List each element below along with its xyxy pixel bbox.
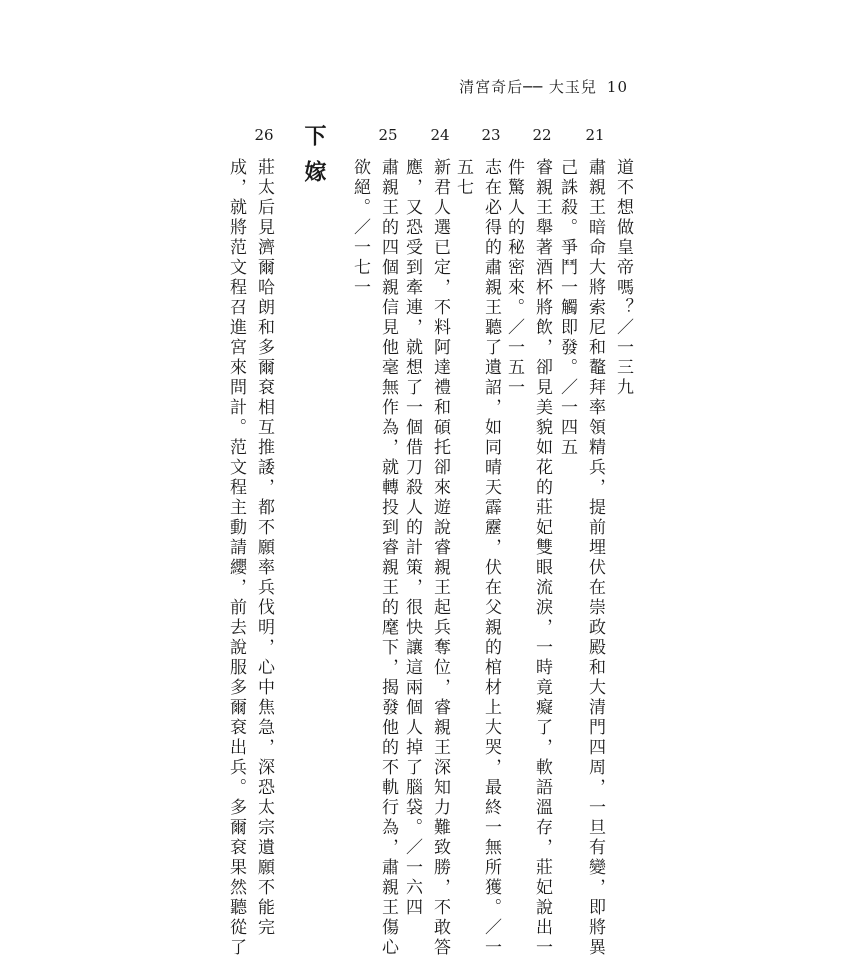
- entry-21: [580, 126, 610, 958]
- entry-number: 22: [532, 126, 552, 144]
- entry-23: [476, 126, 506, 958]
- entry-text-line: 件驚人的秘密來。／一五一: [504, 158, 524, 398]
- entry-text-line: 莊太后見濟爾哈朗和多爾袞相互推諉，都不願率兵伐明，心中焦急，深恐太宗遺願不能完: [254, 158, 274, 938]
- entry-text-line: 新君人選已定，不料阿達禮和碩托卻來遊說睿親王起兵奪位，睿親王深知力難致勝，不敢答: [430, 158, 450, 958]
- entry-number: 21: [585, 126, 605, 144]
- entry-text-line: 五七: [453, 158, 473, 198]
- entry-text-line: 欲絕。／一七一: [350, 158, 370, 298]
- entry-number: 26: [254, 126, 274, 144]
- section-title: 下嫁: [301, 124, 327, 196]
- entry-continuation: [608, 126, 638, 398]
- page-number: 10: [606, 78, 628, 96]
- entry-25: [373, 126, 403, 958]
- entry-text-line: 肅親王暗命大將索尼和鼇拜率領精兵，提前埋伏在崇政殿和大清門四周，一旦有變，即將異: [585, 158, 605, 958]
- entry-number: 24: [430, 126, 450, 144]
- entry-22: [527, 126, 557, 958]
- entry-26: [249, 126, 279, 938]
- entry-text-line: 志在必得的肅親王聽了遺詔，如同晴天霹靂，伏在父親的棺材上大哭，最終一無所獲。／一: [481, 158, 501, 958]
- running-header: [459, 76, 628, 97]
- entry-text-line: 應，又恐受到牽連，就想了一個借刀殺人的計策，很快讓這兩個人掉了腦袋。／一六四: [402, 158, 422, 918]
- entry-24: [425, 126, 455, 958]
- entry-number: 25: [378, 126, 398, 144]
- entry-25-cont: [345, 126, 375, 298]
- book-title: 清宮奇后── 大玉兒: [459, 78, 597, 96]
- entry-text-line: 成，就將范文程召進宮來問計。范文程主動請纓，前去說服多爾袞出兵。多爾袞果然聽從了: [226, 158, 246, 958]
- entry-number: 23: [481, 126, 501, 144]
- entry-26-cont: [221, 126, 251, 958]
- entry-text-line: 睿親王舉著酒杯將飲，卻見美貌如花的莊妃雙眼流淚，一時竟癡了，軟語溫存，莊妃說出一: [532, 158, 552, 958]
- entry-text-line: 道不想做皇帝嗎？／一三九: [613, 158, 633, 398]
- entry-text-line: 肅親王的四個親信見他毫無作為，就轉投到睿親王的麾下，揭發他的不軌行為，肅親王傷心: [378, 158, 398, 958]
- entry-text-line: 己誅殺。爭鬥一觸即發。／一四五: [557, 158, 577, 458]
